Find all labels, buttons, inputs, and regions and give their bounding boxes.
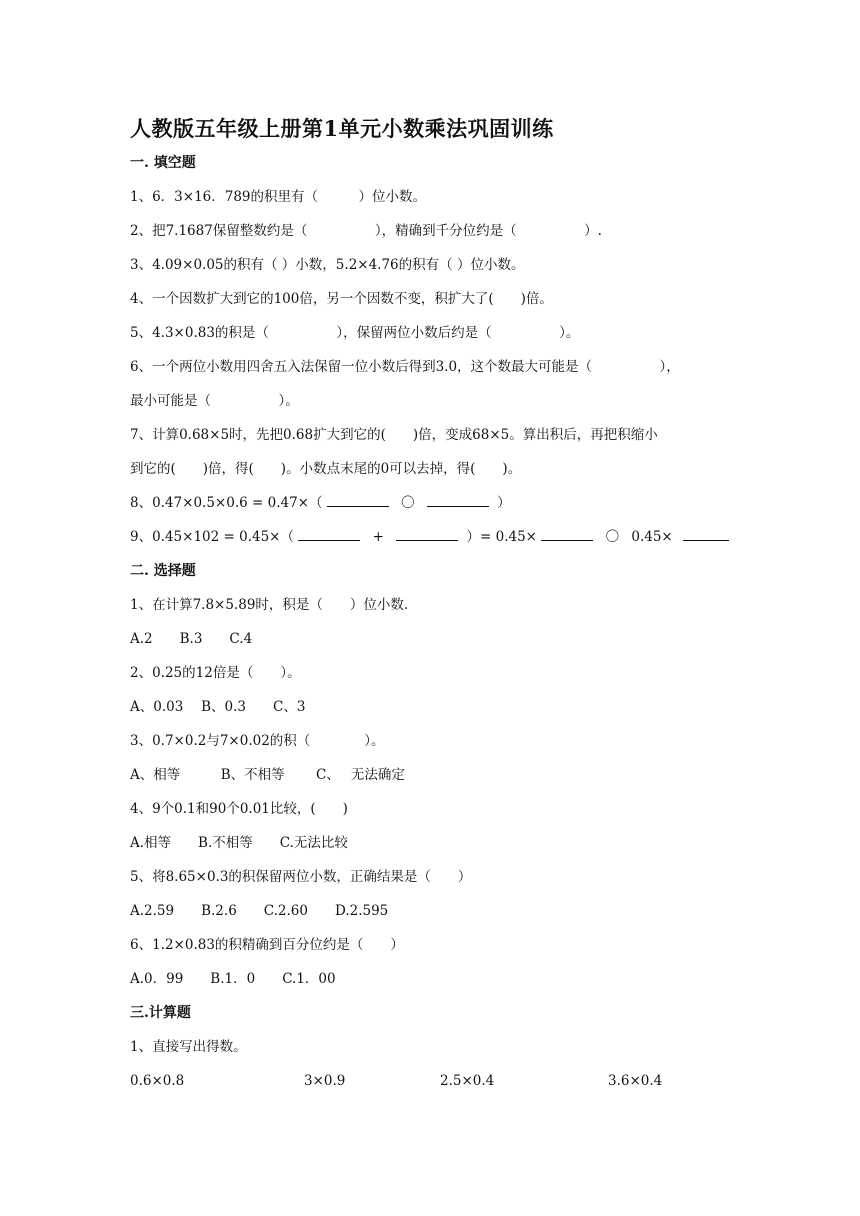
document-title: 人教版五年级上册第1单元小数乘法巩固训练 (130, 116, 554, 141)
choice-options-6: A.0．99 B.1．0 C.1．00 (130, 971, 336, 987)
q9-blank-2 (396, 526, 458, 541)
calc-item: 2.5×0.4 (440, 1073, 495, 1089)
calc-item: 3.6×0.4 (608, 1073, 663, 1089)
fill-question-6-line-1: 6、一个两位小数用四舍五入法保留一位小数后得到3.0，这个数最大可能是（ ）， (130, 359, 680, 375)
fill-question-4: 4、一个因数扩大到它的100倍，另一个因数不变，积扩大了( )倍。 (130, 291, 553, 307)
document-page (130, 112, 740, 1098)
section-heading-fill: 一. 填空题 (130, 155, 196, 171)
section-heading-calc: 三.计算题 (130, 1005, 191, 1021)
q9-blank-1 (298, 526, 360, 541)
fill-question-2: 2、把7.1687保留整数约是（ ），精确到千分位约是（ ）. (130, 223, 602, 239)
q8-suffix: ） (497, 495, 511, 511)
fill-question-3: 3、4.09×0.05的积有（ ）小数，5.2×4.76的积有（ ）位小数。 (130, 257, 525, 273)
q8-circle: 〇 (401, 495, 415, 511)
q9-plus: + (372, 529, 384, 545)
fill-question-5: 5、4.3×0.83的积是（ ），保留两位小数后约是（ ）。 (130, 325, 580, 341)
q9-equals: ）= 0.45× (466, 529, 537, 545)
q8-blank-1 (327, 492, 389, 507)
choice-question-1: 1、在计算7.8×5.89时，积是（ ）位小数. (130, 597, 409, 613)
q9-prefix: 9、0.45×102 = 0.45×（ (130, 529, 294, 545)
section-heading-choice: 二. 选择题 (130, 563, 196, 579)
choice-options-1: A.2 B.3 C.4 (130, 631, 253, 647)
fill-question-7-line-1: 7、计算0.68×5时，先把0.68扩大到它的( )倍，变成68×5。算出积后，再把积缩小 (130, 427, 658, 443)
q9-blank-3 (541, 526, 593, 541)
q9-circle: 〇 (605, 529, 620, 545)
fill-question-9 (130, 520, 740, 554)
fill-question-1: 1、6．3×16．789的积里有（ ）位小数。 (130, 189, 427, 205)
choice-question-3: 3、0.7×0.2与7×0.02的积（ ）。 (130, 733, 385, 749)
choice-question-6: 6、1.2×0.83的积精确到百分位约是（ ） (130, 937, 404, 953)
fill-question-8 (130, 486, 740, 520)
fill-question-6-line-2: 最小可能是（ ）。 (130, 393, 299, 409)
calc-item: 3×0.9 (304, 1073, 346, 1089)
choice-options-2: A、0.03 B、0.3 C、3 (130, 699, 306, 715)
choice-options-3: A、相等 B、不相等 C、 无法确定 (130, 767, 405, 783)
calc-item: 0.6×0.8 (130, 1073, 185, 1089)
q8-blank-2 (427, 492, 489, 507)
choice-question-5: 5、将8.65×0.3的积保留两位小数，正确结果是（ ） (130, 869, 472, 885)
q8-prefix: 8、0.47×0.5×0.6 = 0.47×（ (130, 495, 323, 511)
q9-blank-4 (683, 526, 729, 541)
calc-question-1: 1、直接写出得数。 (130, 1039, 247, 1055)
choice-question-2: 2、0.25的12倍是（ ）。 (130, 665, 301, 681)
choice-options-4: A.相等 B.不相等 C.无法比较 (130, 835, 348, 851)
choice-options-5: A.2.59 B.2.6 C.2.60 D.2.595 (130, 903, 389, 919)
q9-tail: 0.45× (631, 529, 673, 545)
choice-question-4: 4、9个0.1和90个0.01比较，( ) (130, 801, 348, 817)
calc-items-row (130, 1064, 740, 1098)
fill-question-7-line-2: 到它的( )倍，得( )。小数点末尾的0可以去掉，得( )。 (130, 461, 522, 477)
